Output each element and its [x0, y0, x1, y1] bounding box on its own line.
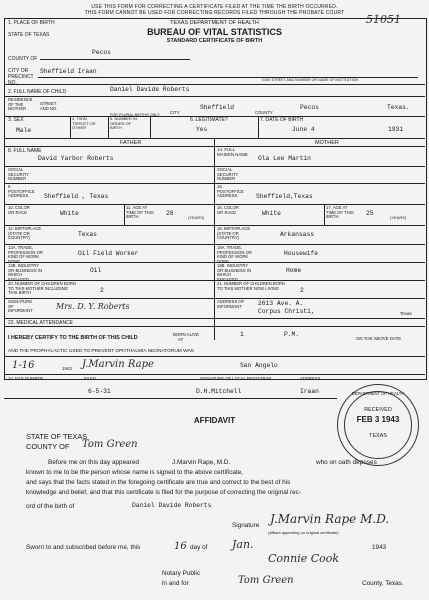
- affiant-signature: J.Marvin Rape M.D.: [270, 512, 390, 526]
- birth-time-unit: P.M.: [284, 331, 300, 338]
- sex-label: 3. SEX: [8, 117, 24, 123]
- bureau-title: BUREAU OF VITAL STATISTICS: [147, 27, 282, 37]
- stamp-received: RECEIVED: [364, 407, 392, 413]
- mother-birthplace-label: 18. BIRTHPLACE (STATE OR COUNTRY): [217, 226, 251, 241]
- cell-divider: [150, 116, 151, 138]
- father-name-label: 8. FULL NAME: [8, 148, 42, 154]
- sworn-month: Jan.: [232, 538, 254, 551]
- mother-ssn-label: SOCIAL SECURITY NUMBER: [217, 167, 239, 182]
- city-line: [38, 77, 418, 78]
- day-of-label: day of: [190, 544, 208, 551]
- birth-date-value: June 4: [292, 126, 315, 133]
- address-informant-label: ADDRESS OF INFORMANT: [217, 299, 245, 309]
- father-trade-label: 13A. TRADE, PROFESSION OR KIND OF WORK DONE: [8, 245, 43, 264]
- maiden-name-label: 14. FULL MAIDEN NAME: [217, 147, 248, 157]
- affidavit-line-4: knowledge and belief, and that this certificate is filed for the purpose of correcting the original rec-: [26, 489, 301, 496]
- rule: [4, 398, 337, 399]
- affidavit-line-2: known to me to be the person whose name is signed to the above certificate,: [26, 469, 244, 476]
- file-number-label: 23. FILE NUMBER: [8, 376, 44, 381]
- rule: [4, 204, 425, 205]
- affidavit-county-value: Tom Green: [82, 439, 138, 450]
- residence-state-value: Texas.: [387, 104, 410, 111]
- father-industry-value: Oil: [90, 267, 102, 274]
- notary-county: Tom Green: [238, 575, 294, 586]
- sex-value: Male: [16, 127, 32, 134]
- mother-address-value: Sheffield,Texas: [256, 193, 313, 200]
- rule: [4, 298, 425, 299]
- filed-date-value: 6-5-31: [88, 388, 111, 395]
- children-born-label: 20. NUMBER OF CHILDREN BORN TO THIS MOTHER INCLUDING THIS BIRTH: [8, 281, 76, 296]
- dept-title: TEXAS DEPARTMENT OF HEALTH: [170, 20, 259, 26]
- county-line: [40, 59, 190, 60]
- county-label: COUNTY OF: [8, 56, 38, 62]
- signature-label: Signature: [232, 522, 260, 529]
- father-age-value: 28: [166, 210, 174, 217]
- cell-divider: [324, 204, 325, 225]
- cell-divider: [258, 116, 259, 138]
- cell-divider: [70, 116, 71, 138]
- certify-label: I HEREBY CERTIFY TO THE BIRTH OF THIS CHILD: [8, 335, 138, 341]
- rule: [4, 166, 425, 167]
- informant-state: Texas: [400, 311, 412, 316]
- father-birthplace-value: Texas: [78, 231, 97, 238]
- affiant-typed-name: J.Marvin Rape, M.D.: [172, 459, 231, 466]
- cell-divider: [124, 204, 125, 225]
- filed-label: FILED: [84, 376, 96, 381]
- affidavit-state: STATE OF TEXAS: [26, 432, 88, 441]
- informant-address-2: Corpus Christi,: [258, 308, 315, 315]
- signature-informant-label: SIGNATURE OF INFORMANT: [8, 299, 33, 314]
- rule: [4, 326, 425, 327]
- medical-attendance-label: 22. MEDICAL ATTENDANCE: [8, 320, 74, 326]
- sworn-year: 1943: [372, 544, 387, 551]
- header-note-2: THIS FORM CANNOT BE USED FOR CORRECTING RECORDS FILED THROUGH THE PROBATE COURT: [84, 10, 345, 16]
- street-hint: GIVE STREET AND NUMBER OR NAME OF INSTITUTION: [262, 78, 358, 82]
- mother-age-label: 17. AGE AT TIME OF THIS BIRTH: [326, 205, 354, 220]
- child-name-label: 2. FULL NAME OF CHILD: [8, 89, 67, 95]
- header-note-1: USE THIS FORM FOR CORRECTING A CERTIFICATE FILED AT THE TIME THE BIRTH OCCURRED.: [91, 4, 338, 10]
- stamp-inner-ring: [344, 391, 412, 459]
- child-name-value: Daniel Davide Roberts: [110, 86, 190, 93]
- affidavit-line-3: and says that the facts stated in the foregoing certificate are true and correct to the best of his: [26, 479, 291, 486]
- legitimate-value: Yes: [196, 126, 208, 133]
- father-trade-value: Oil Field Worker: [78, 250, 139, 257]
- notary-label-2: in and for: [162, 580, 189, 587]
- rule: [4, 356, 425, 357]
- stamp-date: FEB 3 1943: [356, 415, 400, 424]
- signature-hint: (Affiant appearing on original certificate): [268, 530, 339, 535]
- affidavit-line-1a: Before me on this day appeared: [48, 459, 139, 466]
- residence-label: RESIDENCE OF THE MOTHER: [8, 97, 33, 112]
- affidavit-title: AFFIDAVIT: [193, 416, 236, 425]
- born-alive-label: BORN ALIVE: [173, 332, 200, 337]
- sworn-day: 16: [174, 541, 187, 552]
- father-years-label: (YEARS): [188, 215, 205, 220]
- registrar-name-value: D.H.Mitchell: [196, 388, 242, 395]
- county-short-label: COUNTY: [255, 110, 273, 115]
- mother-birthplace-value: Arkansass: [280, 231, 315, 238]
- mother-race-label: 16. COLOR OR RACE: [217, 205, 239, 215]
- father-race-value: White: [60, 210, 79, 217]
- legitimate-label: 6. LEGITIMATE?: [190, 117, 228, 123]
- attendant-place: San Angelo: [240, 362, 278, 369]
- affidavit-county-label: COUNTY OF: [26, 442, 70, 451]
- rule: [4, 374, 425, 375]
- mother-name-value: Ola Lee Martin: [258, 155, 311, 162]
- sworn-label: Sworn to and subscribed before me, this: [26, 544, 141, 551]
- date-of-birth-label: 7. DATE OF BIRTH: [260, 117, 304, 123]
- children-now-living-value: 2: [300, 287, 304, 294]
- father-name-value: David Yarbor Roberts: [38, 155, 114, 162]
- rule: [4, 244, 425, 245]
- affidavit-child-name: Daniel Davide Roberts: [132, 502, 212, 509]
- mother-industry-value: Home: [286, 267, 302, 274]
- rule: [4, 225, 425, 226]
- father-address-value: Sheffield , Texas: [44, 193, 109, 200]
- father-header: FATHER: [120, 140, 142, 146]
- registrar-label: SIGNATURE OF LOCAL REGISTRAR: [200, 376, 272, 381]
- mother-trade-label: 19A. TRADE, PROFESSION OR KIND OF WORK DONE: [217, 245, 252, 264]
- father-ssn-label: SOCIAL SECURITY NUMBER: [8, 167, 30, 182]
- twin-label: 4. TWIN, TRIPLET OR OTHER: [72, 116, 96, 130]
- affidavit-line-5: ord of the birth of: [26, 503, 75, 510]
- stamp-top-text: DEPARTMENT OF HEALTH: [351, 391, 405, 396]
- registrar-place-value: Iraan: [300, 388, 319, 395]
- attendant-year: 1943: [62, 366, 72, 371]
- informant-signature: Mrs. D. Y. Roberts: [56, 302, 130, 311]
- city-short-label: CITY: [170, 110, 180, 115]
- number-order-label: 5. NUMBER IN ORDER OF BIRTH: [110, 116, 137, 130]
- certificate-title: STANDARD CERTIFICATE OF BIRTH: [166, 38, 263, 44]
- place-of-birth-label: 1. PLACE OF BIRTH: [8, 20, 55, 26]
- state-label: STATE OF TEXAS: [8, 32, 50, 38]
- father-birthplace-label: 12. BIRTHPLACE (STATE OR COUNTRY): [8, 226, 42, 241]
- children-now-living-label: 21. NUMBER OF CHILDREN BORN TO THIS MOTHER NOW LIVING: [217, 281, 285, 291]
- mother-postoffice-label: 15. POSTOFFICE ADDRESS: [217, 184, 244, 199]
- city-value: Sheffield Iraan: [40, 68, 97, 75]
- rule: [4, 146, 425, 147]
- father-age-label: 11. AGE AT TIME OF THIS BIRTH: [126, 205, 154, 220]
- father-race-label: 10. COLOR OR RACE: [8, 205, 30, 215]
- father-industry-label: 13B. INDUSTRY OR BUSINESS IN WHICH ENGAGED: [8, 263, 42, 282]
- notary-label-1: Notary Public: [162, 570, 201, 577]
- rule: [4, 183, 425, 184]
- address-label: ADDRESS: [300, 376, 321, 381]
- affidavit-line-1b: who on oath deposes: [316, 459, 377, 466]
- mother-race-value: White: [262, 210, 281, 217]
- mother-years-label: (YEARS): [390, 215, 407, 220]
- physician-signature: J.Marvin Rape: [82, 359, 154, 370]
- mother-trade-value: Housewife: [284, 250, 319, 257]
- rule: [4, 96, 425, 97]
- city-label: CITY OR PRECINCT NO.: [8, 68, 34, 86]
- children-born-value: 2: [100, 287, 104, 294]
- plural-births-label: FOR PLURAL BIRTHS ONLY: [110, 113, 160, 117]
- mother-age-value: 25: [366, 210, 374, 217]
- residence-county-value: Pecos: [300, 104, 319, 111]
- on-date-label: ON THE ABOVE DATE: [356, 336, 402, 341]
- street-label: STREET AND NO.: [40, 101, 58, 111]
- birth-year-value: 1931: [388, 126, 404, 133]
- mother-industry-label: 19B. INDUSTRY OR BUSINESS IN WHICH ENGAGED: [217, 263, 251, 282]
- informant-address-1: 2613 Ave. A.: [258, 300, 304, 307]
- notary-signature: Connie Cook: [268, 552, 340, 565]
- rule: [4, 84, 425, 85]
- stamp-state: TEXAS: [369, 433, 387, 439]
- received-stamp: [337, 384, 419, 466]
- file-number-handwritten: 51051: [366, 13, 401, 26]
- birth-time-value: 1: [240, 331, 244, 338]
- notary-suffix: County, Texas.: [362, 580, 404, 587]
- cell-divider: [108, 116, 109, 138]
- rule: [4, 262, 425, 263]
- mother-header: MOTHER: [315, 140, 339, 146]
- attendant-date: 1-16: [12, 360, 35, 371]
- rule: [4, 318, 425, 319]
- prophylactic-label: AND THE PROPHYLACTIC USED TO PREVENT OPHTHALMIA NEONATORUM WAS: [8, 349, 194, 354]
- column-divider: [214, 138, 215, 340]
- residence-city-value: Sheffield: [200, 104, 235, 111]
- county-value: Pecos: [92, 49, 111, 56]
- at-label: AT: [178, 337, 184, 342]
- father-postoffice-label: 9. POSTOFFICE ADDRESS: [8, 184, 35, 199]
